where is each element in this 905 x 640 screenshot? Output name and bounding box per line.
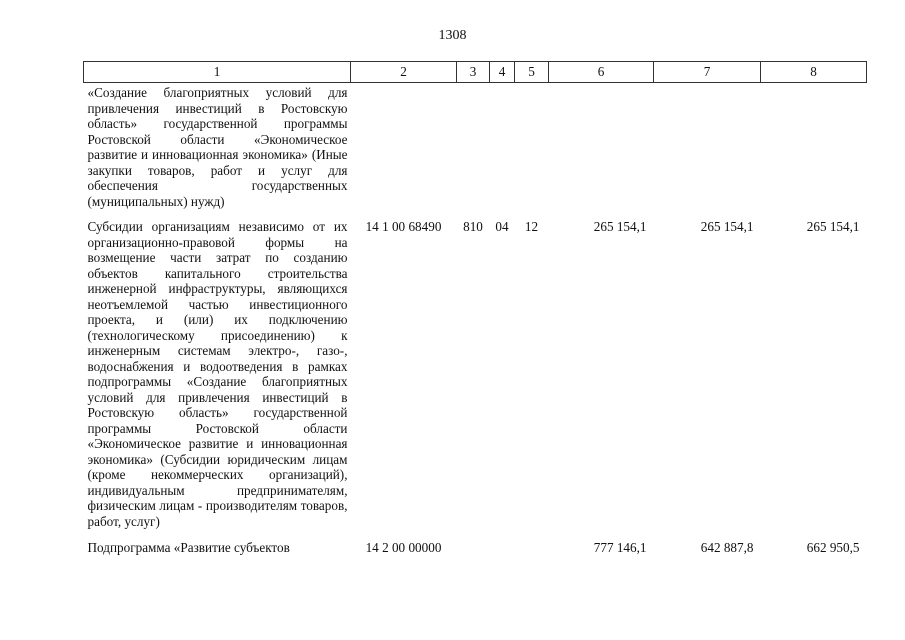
row-amount-col7: 265 154,1 xyxy=(700,219,754,234)
table-row xyxy=(84,83,867,218)
row-section xyxy=(490,538,515,556)
row-section: 04 xyxy=(495,219,509,234)
row-section xyxy=(490,83,515,218)
column-header-4: 4 xyxy=(490,62,515,83)
row-amount-col8 xyxy=(761,83,867,218)
row-amount-col8: 265 154,1 xyxy=(806,219,860,234)
row-subsection xyxy=(515,538,549,556)
row-target-code: 14 1 00 68490 xyxy=(365,219,442,234)
row-amount-col6: 777 146,1 xyxy=(593,540,647,555)
table-row xyxy=(84,538,867,556)
row-description: Подпрограмма «Развитие субъектов xyxy=(87,540,290,555)
column-header-5: 5 xyxy=(515,62,549,83)
column-header-6: 6 xyxy=(549,62,654,83)
column-header-3: 3 xyxy=(457,62,490,83)
column-header-8: 8 xyxy=(761,62,867,83)
row-subsection: 12 xyxy=(524,219,539,234)
row-expense-type xyxy=(457,538,490,556)
row-expense-type xyxy=(457,83,490,218)
column-header-1: 1 xyxy=(84,62,351,83)
header-row xyxy=(84,62,867,83)
row-amount-col6 xyxy=(549,83,654,218)
column-header-2: 2 xyxy=(351,62,457,83)
budget-table xyxy=(83,61,867,556)
row-amount-col7 xyxy=(654,83,761,218)
page-number: 1308 xyxy=(438,28,467,43)
row-subsection xyxy=(515,83,549,218)
row-expense-type: 810 xyxy=(463,219,483,234)
row-amount-col8: 662 950,5 xyxy=(806,540,860,555)
row-description: Субсидии организациям независимо от их организационно-правовой формы на возмещение части затрат по созданию объектов капитального строительства инженерной инфраструктуры, являющихся неотъемлемой частью инвестиционного проекта, и (или) их подключению (технологическому присоединению) к инженерным системам электро-, газо-, водоснабжения и водоотведения в рамках подпрограммы «Создание благоприятных условий для привлечения инвестиций в Ростовскую область» государственной программы Ростовской области «Экономическое развитие и инновационная экономика» (Субсидии юридическим лицам (кроме некоммерческих организаций), индивидуальным предпринимателям, физическим лицам - производителям товаров, работ, услуг) xyxy=(87,219,348,529)
row-amount-col7: 642 887,8 xyxy=(700,540,754,555)
row-description: «Создание благоприятных условий для привлечения инвестиций в Ростовскую область» государственной программы Ростовской области «Экономическое развитие и инновационная экономика» (Иные закупки товаров, работ и услуг для обеспечения государственных (муниципальных) нужд) xyxy=(87,85,348,209)
row-amount-col6: 265 154,1 xyxy=(593,219,647,234)
table-header xyxy=(84,62,867,83)
row-target-code: 14 2 00 00000 xyxy=(365,540,442,555)
table-row xyxy=(84,217,867,538)
row-target-code xyxy=(351,83,457,218)
column-header-7: 7 xyxy=(654,62,761,83)
